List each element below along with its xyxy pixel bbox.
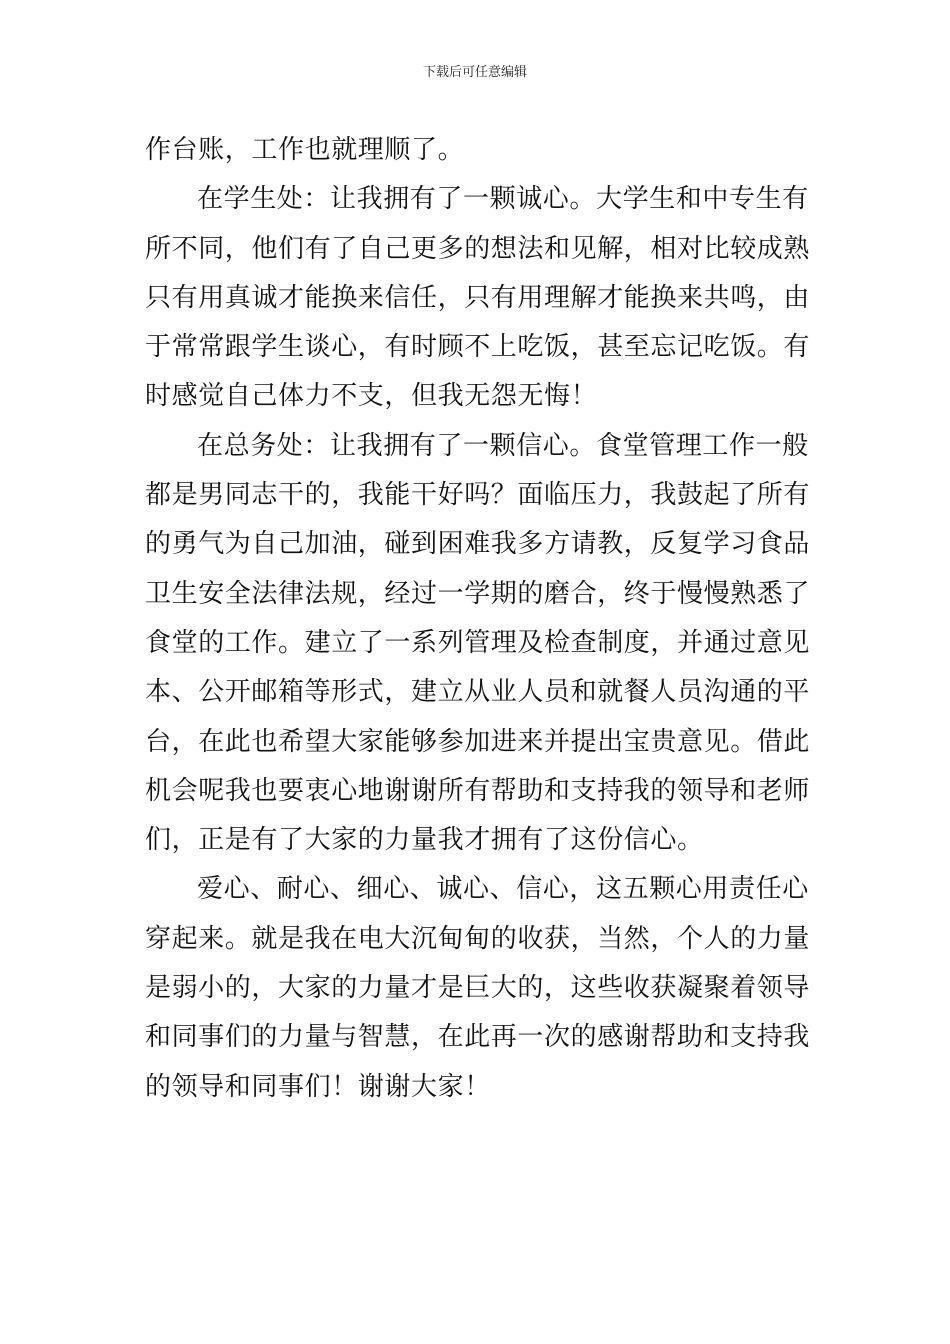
text-line: 爱心、耐心、细心、诚心、信心，这五颗心用责任心 [197,874,809,905]
page-header-note: 下载后可任意编辑 [422,65,527,80]
text-line: 本、公开邮箱等形式，建立从业人员和就餐人员沟通的平 [145,677,811,708]
text-line: 们，正是有了大家的力量我才拥有了这份信心。 [145,825,704,856]
text-line: 卫生安全法律法规，经过一学期的磨合，终于慢慢熟悉了 [145,578,811,609]
text-line: 所不同，他们有了自己更多的想法和见解，相对比较成熟 [145,233,811,264]
paragraph-2 [145,175,810,421]
text-line: 食堂的工作。建立了一系列管理及检查制度，并通过意见 [145,627,811,658]
text-line: 台，在此也希望大家能够参加进来并提出宝贵意见。借此 [145,726,811,757]
text-line: 在总务处：让我拥有了一颗信心。食堂管理工作一般 [197,430,809,461]
text-line: 和同事们的力量与智慧，在此再一次的感谢帮助和支持我 [145,1022,811,1053]
text-line: 在学生处：让我拥有了一颗诚心。大学生和中专生有 [197,184,809,215]
text-line: 机会呢我也要衷心地谢谢所有帮助和支持我的领导和老师 [145,775,811,806]
text-line: 于常常跟学生谈心，有时顾不上吃饭，甚至忘记吃饭。有 [145,332,811,363]
text-line: 的勇气为自己加油，碰到困难我多方请教，反复学习食品 [145,529,811,560]
paragraph-3 [145,422,810,866]
text-line: 都是男同志干的，我能干好吗？面临压力，我鼓起了所有 [145,480,811,511]
text-line: 时感觉自己体力不支，但我无怨无悔！ [145,381,598,412]
text-line: 作台账，工作也就理顺了。 [145,135,465,165]
text-line: 是弱小的，大家的力量才是巨大的，这些收获凝聚着领导 [145,973,811,1004]
text-line: 的领导和同事们！谢谢大家！ [145,1071,491,1102]
paragraph-1 [145,126,810,175]
text-line: 只有用真诚才能换来信任，只有用理解才能换来共鸣，由 [145,282,811,313]
text-line: 穿起来。就是我在电大沉甸甸的收获，当然，个人的力量 [145,923,811,954]
document-body [145,126,810,1112]
paragraph-4 [145,865,810,1111]
